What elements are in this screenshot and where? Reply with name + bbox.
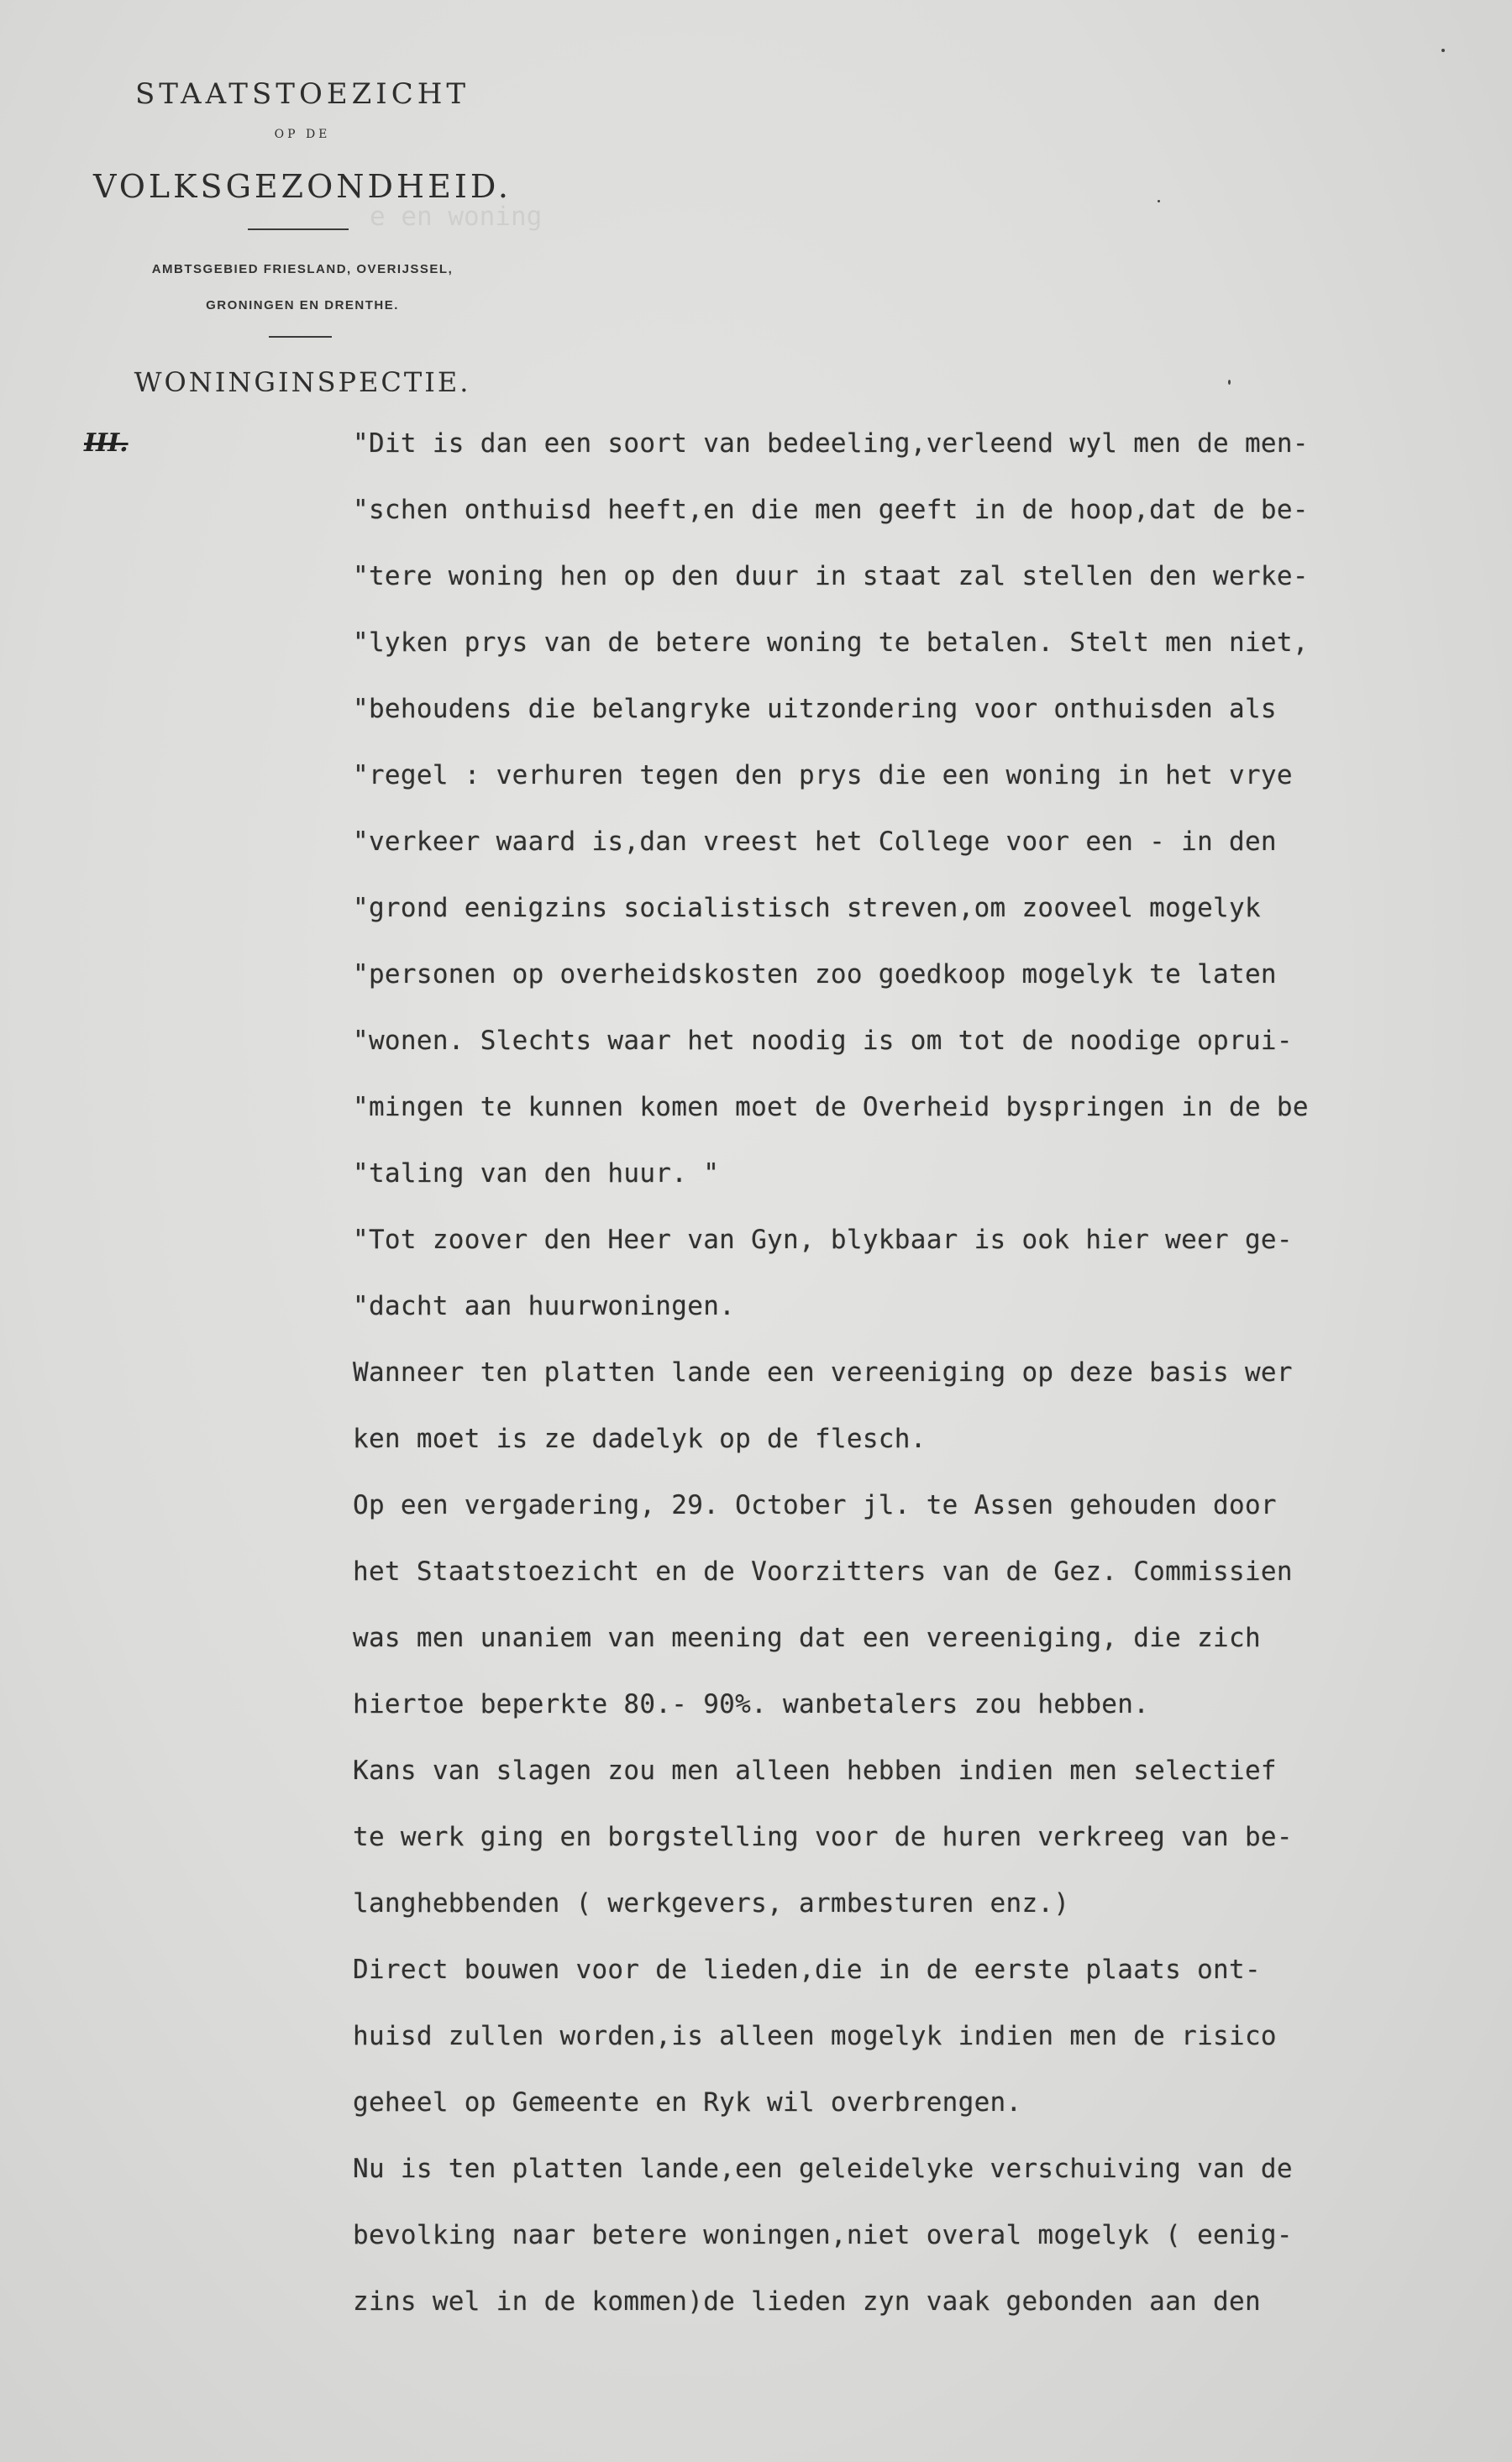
body-line: te werk ging en borgstelling voor de huren verkreeg van be- — [353, 1822, 1293, 1852]
body-line: langhebbenden ( werkgevers, armbesturen enz.) — [353, 1888, 1070, 1919]
body-line: "mingen te kunnen komen moet de Overheid byspringen in de be — [353, 1092, 1309, 1122]
body-line: "taling van den huur. " — [353, 1158, 720, 1189]
body-line: "dacht aan huurwoningen. — [353, 1291, 736, 1321]
body-line: "wonen. Slechts waar het noodig is om tot de noodige oprui- — [353, 1026, 1293, 1056]
body-line: "regel : verhuren tegen den prys die een woning in het vrye — [353, 760, 1293, 790]
body-line: geheel op Gemeente en Ryk wil overbrengen. — [353, 2087, 1022, 2118]
body-line: was men unaniem van meening dat een vereeniging, die zich — [353, 1623, 1261, 1653]
body-line: Wanneer ten platten lande een vereeniging op deze basis wer — [353, 1357, 1293, 1388]
body-line: "Dit is dan een soort van bedeeling,verleend wyl men de men- — [353, 428, 1309, 459]
body-line: Kans van slagen zou men alleen hebben indien men selectief — [353, 1756, 1277, 1786]
body-line: bevolking naar betere woningen,niet overal mogelyk ( eenig- — [353, 2220, 1293, 2250]
letterhead-region-line-1: AMBTSGEBIED FRIESLAND, OVERIJSSEL, — [151, 262, 454, 276]
body-line: "grond eenigzins socialistisch streven,om zooveel mogelyk — [353, 893, 1261, 923]
body-line: het Staatstoezicht en de Voorzitters van de Gez. Commissien — [353, 1556, 1293, 1587]
body-line: "lyken prys van de betere woning te betalen. Stelt men niet, — [353, 627, 1309, 658]
letterhead-region-line-2: GRONINGEN EN DRENTHE. — [206, 298, 399, 312]
body-line: huisd zullen worden,is alleen mogelyk indien men de risico — [353, 2021, 1277, 2051]
letterhead-title: STAATSTOEZICHT — [134, 77, 470, 111]
letterhead-subtitle: VOLKSGEZONDHEID. — [92, 168, 512, 205]
body-line: zins wel in de kommen)de lieden zyn vaak gebonden aan den — [353, 2286, 1261, 2317]
body-line: hiertoe beperkte 80.- 90%. wanbetalers zou hebben. — [353, 1689, 1150, 1719]
typed-body-text — [353, 428, 1504, 2360]
paper-speck — [1441, 49, 1445, 52]
paper-speck — [1228, 380, 1231, 385]
body-line: "schen onthuisd heeft,en die men geeft in de hoop,dat de be- — [353, 495, 1309, 525]
letterhead-divider-small — [269, 336, 332, 338]
letterhead-connector: OP DE — [274, 128, 331, 141]
body-line: "Tot zoover den Heer van Gyn, blykbaar is ook hier weer ge- — [353, 1225, 1293, 1255]
letterhead-divider — [248, 228, 349, 230]
body-line: "verkeer waard is,dan vreest het College voor een - in den — [353, 827, 1277, 857]
body-line: Nu is ten platten lande,een geleidelyke verschuiving van de — [353, 2154, 1293, 2184]
body-line: ken moet is ze dadelyk op de flesch. — [353, 1424, 927, 1454]
body-line: Direct bouwen voor de lieden,die in de eerste plaats ont- — [353, 1955, 1261, 1985]
body-line: "tere woning hen op den duur in staat zal stellen den werke- — [353, 561, 1309, 591]
body-line: "personen op overheidskosten zoo goedkoop mogelyk te laten — [353, 959, 1277, 990]
show-through-text: e en woning — [370, 202, 778, 232]
paper-speck — [1158, 200, 1160, 202]
page-number: III. — [84, 428, 129, 458]
body-line: Op een vergadering, 29. October jl. te Assen gehouden door — [353, 1490, 1277, 1520]
letterhead-section: WONINGINSPECTIE. — [134, 366, 471, 398]
body-line: "behoudens die belangryke uitzondering voor onthuisden als — [353, 694, 1277, 724]
